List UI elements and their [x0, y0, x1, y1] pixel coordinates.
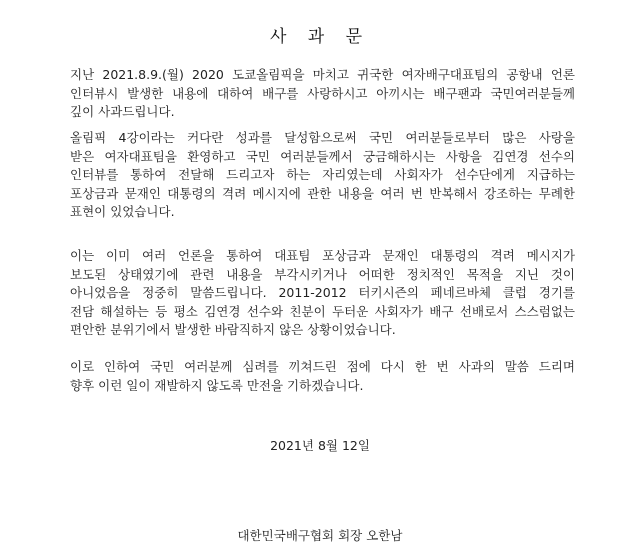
text-line: 아니었음을 정중히 말씀드립니다. 2011-2012 터키시즌의 페네르바체 클럽 경기를 [70, 285, 575, 300]
text-line: 전담 해설하는 등 평소 김연경 선수와 친분이 두터운 사회자가 배구 선배로서 스스럼없는 [70, 303, 575, 319]
paragraph-4 [70, 358, 575, 395]
paragraph-2 [70, 129, 575, 222]
text-line: 향후 이런 일이 재발하지 않도록 만전을 기하겠습니다. [70, 377, 364, 393]
text-line: 인터뷰를 통하여 전달해 드리고자 하는 자리였는데 사회자가 선수단에게 지급하는 [70, 167, 575, 182]
text-line: 포상금과 문재인 대통령의 격려 메시지에 관한 내용을 여러 번 반복해서 강조하는 무례한 [70, 185, 575, 201]
document-date: 2021년 8월 12일 [270, 438, 370, 453]
text-line: 편안한 분위기에서 발생한 바람직하지 않은 상황이었습니다. [70, 322, 396, 337]
paragraph-1 [70, 66, 575, 122]
text-line: 표현이 있었습니다. [70, 204, 175, 219]
document-title: 사 과 문 [269, 27, 371, 47]
text-line: 받은 여자대표팀을 환영하고 국민 여러분들께서 궁금해하시는 사항을 김연경 선수의 [70, 148, 575, 164]
signature-line: 대한민국배구협회 회장 오한남 [237, 528, 403, 543]
text-line: 깊이 사과드립니다. [70, 104, 175, 119]
text-line: 보도된 상태였기에 관련 내용을 부각시키거나 어떠한 정치적인 목적을 지닌 것이 [70, 266, 575, 282]
text-line: 이로 인하여 국민 여러분께 심려를 끼쳐드린 점에 다시 한 번 사과의 말씀 드리며 [70, 359, 575, 374]
text-line: 인터뷰시 발생한 내용에 대하여 배구를 사랑하시고 아끼시는 배구팬과 국민여러분들께 [70, 85, 575, 101]
text-line: 지난 2021.8.9.(월) 2020 도쿄올림픽을 마치고 귀국한 여자배구대표팀의 공항내 언론 [70, 67, 575, 82]
text-line: 올림픽 4강이라는 커다란 성과를 달성함으로써 국민 여러분들로부터 많은 사랑을 [70, 130, 575, 145]
paragraph-3 [70, 247, 575, 340]
text-line: 이는 이미 여러 언론을 통하여 대표팀 포상금과 문재인 대통령의 격려 메시지가 [70, 248, 575, 263]
